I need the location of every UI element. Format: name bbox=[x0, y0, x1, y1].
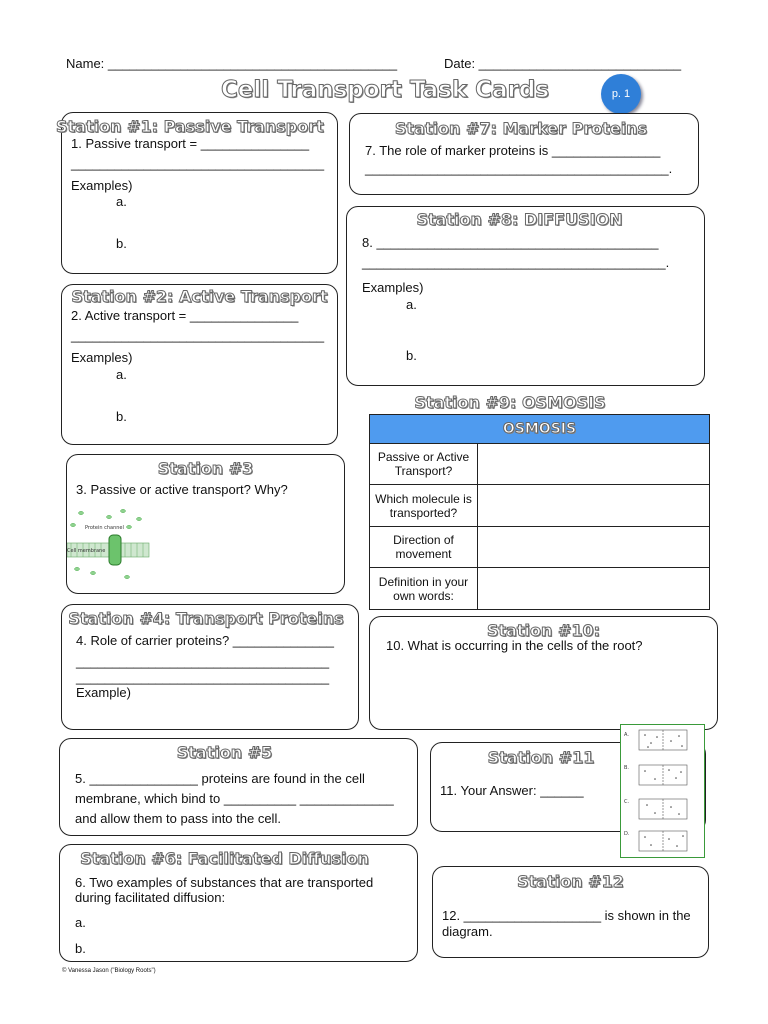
s6-line-1: 6. Two examples of substances that are transported bbox=[75, 875, 374, 890]
s2-question: 2. Active transport = _______________ bbox=[71, 308, 299, 323]
station-4-card bbox=[61, 604, 359, 730]
osmosis-table-header bbox=[370, 415, 710, 444]
s6-example-a: a. bbox=[75, 915, 86, 930]
s4-answer-line-1: ___________________________________ bbox=[76, 654, 330, 669]
s8-example-a: a. bbox=[406, 297, 417, 312]
s5-line-2: membrane, which bind to __________ _____________ bbox=[75, 791, 394, 806]
osmosis-answer-cell[interactable] bbox=[478, 485, 710, 527]
s7-question: 7. The role of marker proteins is _______________ bbox=[365, 143, 661, 158]
station-7-card bbox=[349, 113, 699, 195]
station-1-card bbox=[56, 112, 338, 274]
station-12-card bbox=[432, 866, 709, 958]
s12-line-2: diagram. bbox=[442, 924, 493, 939]
option-d-label: D. bbox=[624, 831, 630, 837]
station-9-title: Station #9: OSMOSIS bbox=[414, 393, 606, 412]
protein-channel-label: Protein channel bbox=[85, 525, 124, 531]
page-title: Cell Transport Task Cards bbox=[220, 77, 550, 103]
name-field[interactable]: Name: ________________________________________ bbox=[66, 56, 398, 71]
osmosis-answer-cell[interactable] bbox=[478, 527, 710, 568]
station-2-card bbox=[61, 284, 338, 445]
date-field[interactable]: Date: ____________________________ bbox=[444, 56, 682, 71]
s1-answer-line: ___________________________________ bbox=[71, 156, 325, 171]
footer-credit: © Vanessa Jason ("Biology Roots") bbox=[62, 968, 156, 974]
station-4-title: Station #4: Transport Proteins bbox=[68, 609, 344, 628]
option-c-label: C. bbox=[624, 799, 630, 805]
s8-question: 8. _______________________________________ bbox=[362, 235, 659, 250]
s2-examples-label: Examples) bbox=[71, 350, 133, 365]
s4-answer-line-2: ___________________________________ bbox=[76, 670, 330, 685]
station-8-title: Station #8: DIFFUSION bbox=[416, 210, 623, 229]
s1-example-a: a. bbox=[116, 194, 127, 209]
station-3-title: Station #3 bbox=[157, 459, 254, 478]
s6-example-b: b. bbox=[75, 941, 86, 956]
s5-line-3: and allow them to pass into the cell. bbox=[75, 811, 281, 826]
station-6-title: Station #6: Facilitated Diffusion bbox=[80, 849, 369, 868]
page-badge: p. 1 bbox=[601, 74, 641, 114]
osmosis-table bbox=[369, 414, 710, 610]
s2-example-b: b. bbox=[116, 409, 127, 424]
station-11-title: Station #11 bbox=[487, 748, 595, 767]
station-2-title: Station #2: Active Transport bbox=[71, 287, 328, 306]
s6-line-2: during facilitated diffusion: bbox=[75, 890, 226, 905]
station-1-title: Station #1: Passive Transport bbox=[56, 117, 324, 136]
s8-example-b: b. bbox=[406, 348, 417, 363]
osmosis-row-label: Passive or Active Transport? bbox=[370, 444, 478, 485]
s12-line-1: 12. ___________________ is shown in the bbox=[442, 908, 691, 923]
osmosis-answer-cell[interactable] bbox=[478, 568, 710, 610]
station-8-card bbox=[346, 206, 705, 386]
s5-line-1: 5. _______________ proteins are found in the cell bbox=[75, 771, 365, 786]
s8-examples-label: Examples) bbox=[362, 280, 424, 295]
s8-answer-line: __________________________________________. bbox=[362, 255, 670, 270]
osmosis-row-label: Direction of movement bbox=[370, 527, 478, 568]
station-12-title: Station #12 bbox=[517, 872, 624, 891]
station-7-title: Station #7: Marker Proteins bbox=[394, 119, 648, 138]
cell-membrane-label: Cell membrane bbox=[67, 548, 106, 554]
s1-examples-label: Examples) bbox=[71, 178, 133, 193]
osmosis-answer-cell[interactable] bbox=[478, 444, 710, 485]
s1-question: 1. Passive transport = _______________ bbox=[71, 136, 310, 151]
membrane-options-diagram bbox=[620, 724, 705, 858]
osmosis-row-label: Which molecule is transported? bbox=[370, 485, 478, 527]
station-6-card bbox=[59, 844, 418, 962]
station-5-card bbox=[59, 738, 418, 836]
option-a-label: A. bbox=[624, 732, 629, 738]
station-10-title: Station #10: bbox=[486, 621, 601, 640]
station-10-card bbox=[369, 616, 718, 730]
s10-question: 10. What is occurring in the cells of the root? bbox=[386, 638, 643, 653]
s4-question: 4. Role of carrier proteins? ______________ bbox=[76, 633, 335, 648]
station-3-card bbox=[66, 454, 345, 594]
s7-answer-line: __________________________________________. bbox=[365, 161, 673, 176]
s2-example-a: a. bbox=[116, 367, 127, 382]
s1-example-b: b. bbox=[116, 236, 127, 251]
station-5-title: Station #5 bbox=[176, 743, 273, 762]
s11-answer: 11. Your Answer: ______ bbox=[440, 783, 584, 798]
osmosis-header-label: OSMOSIS bbox=[502, 421, 577, 437]
s4-example-label: Example) bbox=[76, 685, 131, 700]
option-b-label: B. bbox=[624, 765, 630, 771]
osmosis-row-label: Definition in your own words: bbox=[370, 568, 478, 610]
s2-answer-line: ___________________________________ bbox=[71, 328, 325, 343]
s3-question: 3. Passive or active transport? Why? bbox=[76, 482, 288, 497]
cell-membrane-diagram bbox=[67, 505, 157, 587]
